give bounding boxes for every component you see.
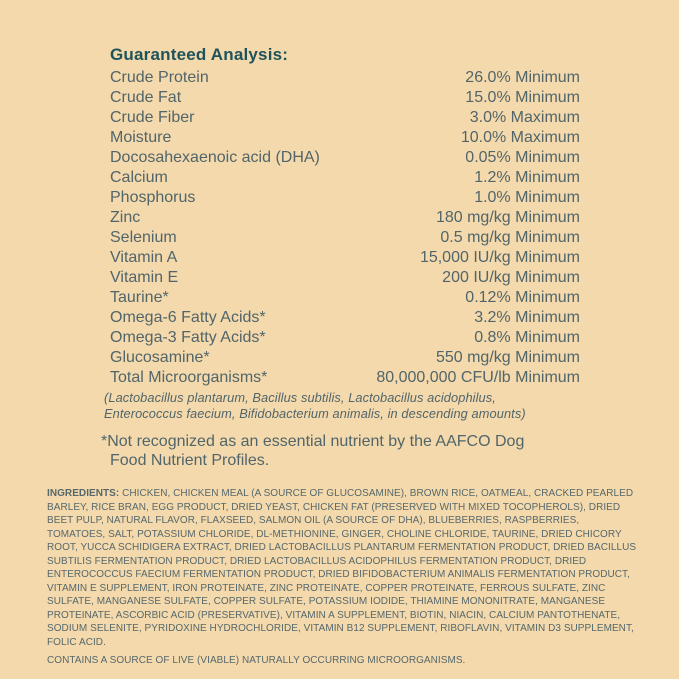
nutrient-name: Taurine* bbox=[110, 289, 169, 306]
nutrient-name: Vitamin A bbox=[110, 249, 178, 266]
nutrient-name: Total Microorganisms* bbox=[110, 369, 268, 386]
analysis-row bbox=[110, 308, 580, 328]
analysis-row bbox=[110, 208, 580, 228]
guaranteed-analysis-table bbox=[110, 68, 580, 388]
nutrient-name: Moisture bbox=[110, 129, 172, 146]
aafco-footnote bbox=[101, 433, 580, 470]
microorganisms-note bbox=[104, 390, 580, 422]
note-line: (Lactobacillus plantarum, Bacillus subtilis, Lactobacillus acidophilus, bbox=[104, 390, 496, 405]
nutrient-name: Glucosamine* bbox=[110, 349, 210, 366]
note-line: Enterococcus faecium, Bifidobacterium animalis, in descending amounts) bbox=[104, 406, 526, 421]
note-line: *Not recognized as an essential nutrient by the AAFCO Dog bbox=[101, 433, 525, 450]
analysis-row bbox=[110, 148, 580, 168]
analysis-row bbox=[110, 168, 580, 188]
nutrient-value: 26.0% Minimum bbox=[465, 69, 580, 86]
ingredients-paragraph bbox=[47, 487, 637, 649]
nutrient-value: 200 IU/kg Minimum bbox=[442, 269, 580, 286]
nutrient-name: Crude Protein bbox=[110, 69, 209, 86]
analysis-row bbox=[110, 108, 580, 128]
ingredients-section bbox=[47, 487, 637, 668]
nutrient-value: 550 mg/kg Minimum bbox=[435, 349, 580, 366]
nutrient-value: 80,000,000 CFU/lb Minimum bbox=[376, 369, 580, 386]
guaranteed-analysis-section bbox=[101, 44, 580, 470]
nutrient-name: Calcium bbox=[110, 169, 168, 186]
nutrient-name: Docosahexaenoic acid (DHA) bbox=[110, 149, 320, 166]
analysis-row bbox=[110, 128, 580, 148]
analysis-row bbox=[110, 188, 580, 208]
analysis-row bbox=[110, 248, 580, 268]
analysis-row bbox=[110, 88, 580, 108]
nutrient-name: Vitamin E bbox=[110, 269, 179, 286]
analysis-row bbox=[110, 328, 580, 348]
ingredients-label: INGREDIENTS: bbox=[47, 488, 120, 499]
nutrient-value: 180 mg/kg Minimum bbox=[435, 209, 580, 226]
nutrient-name: Omega-3 Fatty Acids* bbox=[110, 329, 266, 346]
nutrient-name: Phosphorus bbox=[110, 189, 196, 206]
analysis-row bbox=[110, 268, 580, 288]
nutrient-value: 1.0% Minimum bbox=[474, 189, 580, 206]
contains-note: CONTAINS A SOURCE OF LIVE (VIABLE) NATURALLY OCCURRING MICROORGANISMS. bbox=[47, 655, 466, 666]
analysis-row bbox=[110, 368, 580, 388]
ingredients-text: CHICKEN, CHICKEN MEAL (A SOURCE OF GLUCOSAMINE), BROWN RICE, OATMEAL, CRACKED PEARLED BARLEY, RICE BRAN, EGG PRODUCT, DRIED YEAST, CHICKEN FAT (PRESERVED WITH MIXED TOCOPHEROLS), DRIED BEET PULP, NATURAL FLAVOR, FLAXSEED, SALMON OIL (A SOURCE OF DHA), BLUEBERRIES, RASPBERRIES, TOMATOES, SALT, POTASSIUM CHLORIDE, DL-METHIONINE, GINGER, CHOLINE CHLORIDE, TAURINE, DRIED CHICORY ROOT, YUCCA SCHIDIGERA EXTRACT, DRIED LACTOBACILLUS PLANTARUM FERMENTATION PRODUCT, DRIED BACILLUS SUBTILIS FERMENTATION PRODUCT, DRIED LACTOBACILLUS ACIDOPHILUS FERMENTATION PRODUCT, DRIED ENTEROCOCCUS FAECIUM FERMENTATION PRODUCT, DRIED BIFIDOBACTERIUM ANIMALIS FERMENTATION PRODUCT, VITAMIN E SUPPLEMENT, IRON PROTEINATE, ZINC PROTEINATE, COPPER PROTEINATE, FERROUS SULFATE, ZINC SULFATE, MANGANESE SULFATE, COPPER SULFATE, POTASSIUM IODIDE, THIAMINE MONONITRATE, MANGANESE PROTEINATE, ASCORBIC ACID (PRESERVATIVE), VITAMIN A SUPPLEMENT, BIOTIN, NIACIN, CALCIUM PANTOTHENATE, SODIUM SELENITE, PYRIDOXINE HYDROCHLORIDE, VITAMIN B12 SUPPLEMENT, RIBOFLAVIN, VITAMIN D3 SUPPLEMENT, FOLIC ACID. bbox=[47, 488, 637, 648]
note-line: Food Nutrient Profiles. bbox=[110, 451, 270, 469]
nutrient-value: 0.12% Minimum bbox=[465, 289, 580, 306]
nutrient-name: Crude Fiber bbox=[110, 109, 195, 126]
analysis-row bbox=[110, 228, 580, 248]
analysis-row bbox=[110, 348, 580, 368]
nutrient-name: Zinc bbox=[110, 209, 141, 226]
nutrient-value: 3.2% Minimum bbox=[474, 309, 580, 326]
nutrient-value: 0.05% Minimum bbox=[465, 149, 580, 166]
nutrient-value: 3.0% Maximum bbox=[469, 109, 580, 126]
guaranteed-analysis-title: Guaranteed Analysis: bbox=[110, 45, 289, 64]
nutrient-name: Crude Fat bbox=[110, 89, 182, 106]
nutrient-value: 10.0% Maximum bbox=[460, 129, 580, 146]
nutrient-value: 1.2% Minimum bbox=[474, 169, 580, 186]
nutrient-name: Omega-6 Fatty Acids* bbox=[110, 309, 266, 326]
nutrient-value: 15.0% Minimum bbox=[465, 89, 580, 106]
nutrient-value: 0.5 mg/kg Minimum bbox=[440, 229, 580, 246]
nutrient-value: 15,000 IU/kg Minimum bbox=[419, 249, 580, 266]
analysis-row bbox=[110, 288, 580, 308]
nutrient-value: 0.8% Minimum bbox=[474, 329, 580, 346]
analysis-row bbox=[110, 68, 580, 88]
nutrient-name: Selenium bbox=[110, 229, 177, 246]
